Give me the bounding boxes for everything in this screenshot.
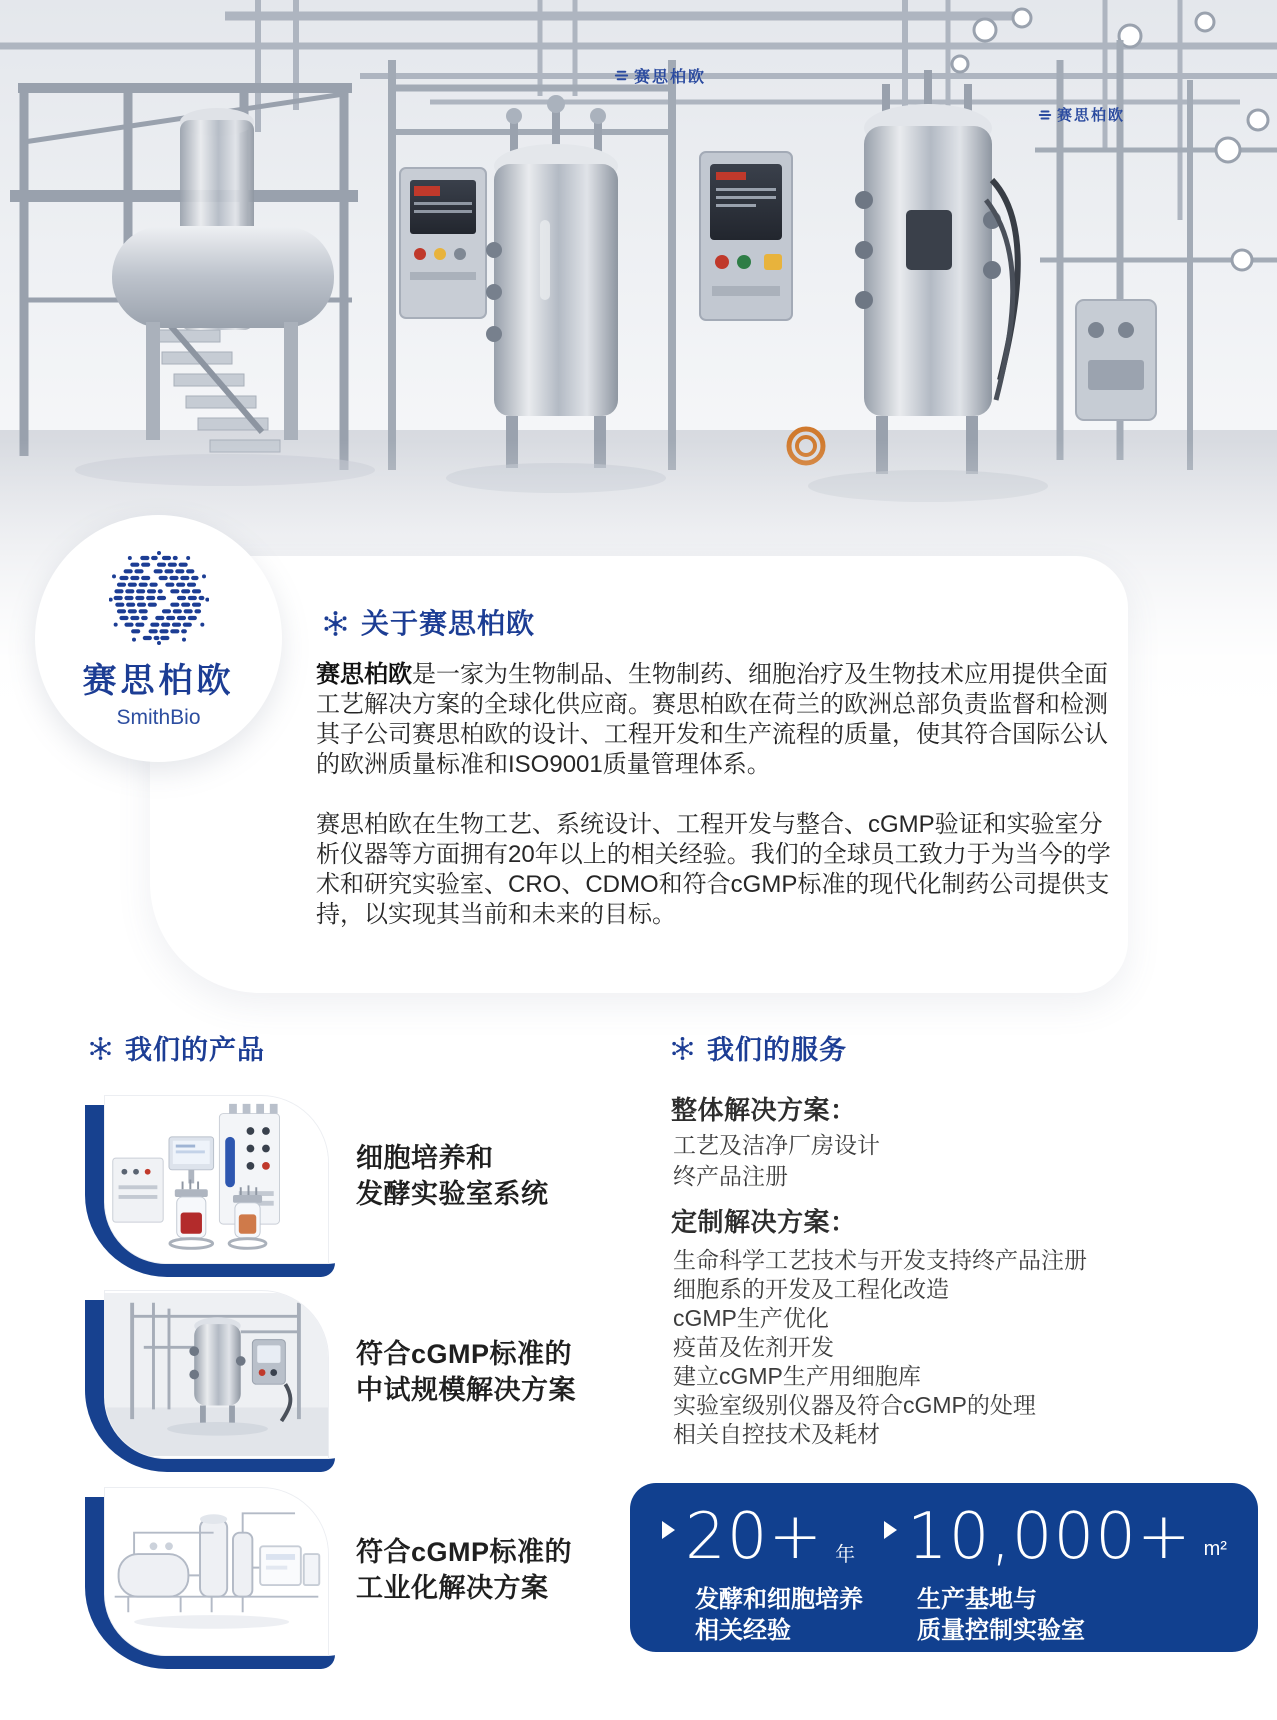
service-item: 实验室级别仪器及符合cGMP的处理 [673,1392,1036,1418]
company-logo-icon [109,551,209,645]
molecule-icon [322,609,349,636]
about-company-name: 赛思柏欧 [316,661,412,688]
stats-box [630,1483,1258,1652]
product-card-industrial-scale [85,1487,335,1669]
company-logo-badge [35,515,282,762]
product-label: 符合cGMP标准的 中试规模解决方案 [356,1339,576,1405]
about-card [150,556,1128,993]
company-name-english: SmithBio [116,706,201,729]
service-item: 相关自控技术及耗材 [673,1421,880,1447]
product-card-lab-systems [85,1095,335,1277]
product-image-lab-systems [104,1095,329,1264]
services-group-title-overall: 整体解决方案： [671,1095,857,1125]
services-group-title-custom: 定制解决方案： [671,1207,857,1237]
services-list-overall [673,1130,880,1192]
product-image-pilot-scale [104,1290,329,1459]
lab-bioreactor-illustration [105,1096,328,1263]
about-paragraph-2: 赛思柏欧在生物工艺、系统设计、工程开发与整合、cGMP验证和实验室分析仪器等方面拥有20年以上的相关经验。我们的全球员工致力于为当今的学术和研究实验室、CRO、CDMO和符合cGMP标准的现代化制药公司提供支持，以实现其当前和未来的目标。 [316,811,1111,928]
molecule-icon [88,1035,113,1060]
stat-unit: 年 [835,1544,856,1566]
service-item: 生命科学工艺技术与开发支持终产品注册 [673,1247,1087,1273]
services-heading [670,1028,847,1067]
machine-brand-label [1038,104,1125,125]
mini-logo-icon [1038,108,1052,122]
stat-value: 20+ [685,1500,824,1574]
product-image-industrial-scale [104,1487,329,1656]
service-item: 建立cGMP生产用细胞库 [673,1363,921,1389]
machine-brand-label [614,64,706,87]
service-item: 疫苗及佐剂开发 [673,1334,834,1360]
industrial-plant-illustration [105,1488,328,1655]
stat-arrow-icon [662,1521,675,1539]
services-title: 我们的服务 [707,1035,847,1065]
about-title: 关于赛思柏欧 [361,608,536,639]
stat-unit: m² [1203,1538,1227,1560]
services-list-custom [673,1246,1087,1449]
stat-facility [884,1483,1227,1652]
stat-label: 发酵和细胞培养 相关经验 [695,1586,863,1644]
stat-arrow-icon [884,1521,897,1539]
stat-label: 生产基地与 质量控制实验室 [917,1586,1085,1644]
service-item: cGMP生产优化 [673,1305,829,1331]
service-item: 工艺及洁净厂房设计 [673,1132,880,1158]
machine-brand-text: 赛思柏欧 [634,69,707,86]
stat-value: 10,000+ [907,1500,1192,1574]
stat-experience [662,1483,884,1652]
product-label: 符合cGMP标准的 工业化解决方案 [356,1537,573,1603]
molecule-icon [670,1035,695,1060]
about-paragraph-1: 赛思柏欧是一家为生物制品、生物制药、细胞治疗及生物技术应用提供全面工艺解决方案的全球化供应商。赛思柏欧在荷兰的欧洲总部负责监督和检测其子公司赛思柏欧的设计、工程开发和生产流程的质量，使其符合国际公认的欧洲质量标准和ISO9001质量管理体系。 [316,661,1108,778]
products-title: 我们的产品 [125,1035,265,1065]
product-card-pilot-scale [85,1290,335,1472]
company-name-chinese: 赛思柏欧 [82,662,235,700]
mini-logo-icon [614,68,629,83]
product-label: 细胞培养和 发酵实验室系统 [356,1143,549,1209]
products-heading [88,1028,265,1067]
about-heading [322,602,535,642]
machine-brand-text: 赛思柏欧 [1057,107,1126,124]
service-item: 终产品注册 [673,1163,788,1189]
service-item: 细胞系的开发及工程化改造 [673,1276,949,1302]
pilot-plant-illustration [105,1291,328,1458]
about-text [316,660,1111,930]
